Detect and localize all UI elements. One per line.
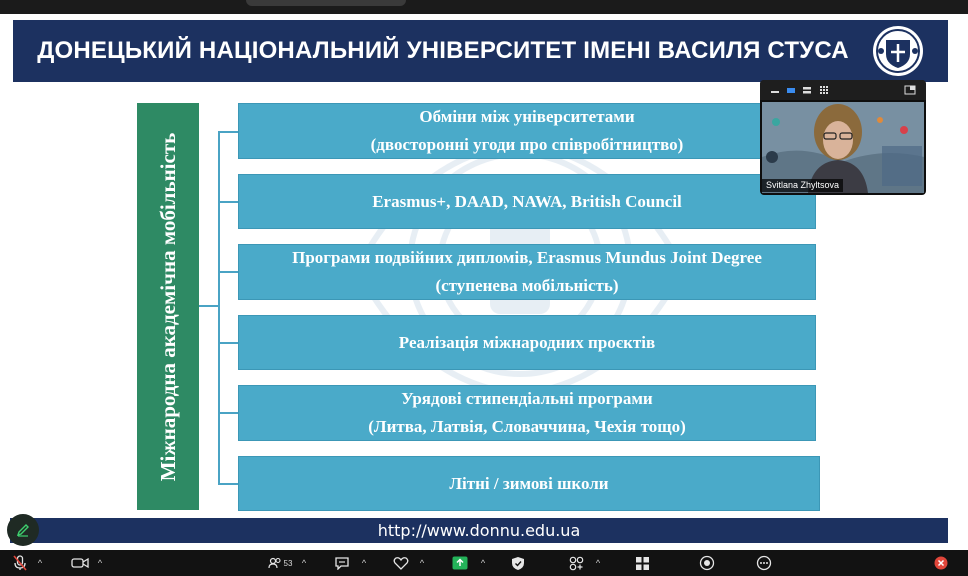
annotate-button[interactable] — [7, 514, 39, 546]
mute-button[interactable] — [10, 553, 30, 573]
mobility-item-double-degrees — [238, 244, 816, 300]
connector-branch — [218, 412, 238, 414]
connector-branch — [218, 201, 238, 203]
strip-view-icon[interactable] — [802, 85, 812, 95]
share-screen-button[interactable] — [450, 553, 470, 573]
reactions-button[interactable] — [391, 553, 411, 573]
item-line: Літні / зимові школи — [449, 473, 609, 493]
participant-name: Svitlana Zhyltsova — [762, 179, 843, 192]
vertical-category-label: Міжнародна академічна мобільність — [156, 132, 180, 481]
leave-meeting-button[interactable] — [931, 553, 951, 573]
video-options-caret[interactable]: ^ — [97, 558, 103, 568]
minimize-icon[interactable] — [770, 86, 780, 94]
more-button[interactable] — [754, 553, 774, 573]
participant-tile-toolbar — [760, 80, 926, 100]
share-controls-handle[interactable] — [246, 0, 406, 6]
participants-count: 53 — [283, 558, 293, 568]
security-button[interactable] — [508, 553, 528, 573]
meeting-toolbar — [0, 550, 968, 576]
chat-options-caret[interactable]: ^ — [361, 558, 367, 568]
share-screen-icon — [452, 556, 468, 570]
connector-branch — [218, 131, 238, 133]
mobility-item-government-scholarships — [238, 385, 816, 441]
layout-button[interactable] — [632, 553, 652, 573]
heart-icon — [393, 556, 409, 570]
item-line: (Литва, Латвія, Словаччина, Чехія тощо) — [368, 417, 686, 436]
vertical-category-box — [137, 103, 199, 510]
mobility-item-exchanges — [238, 103, 816, 159]
video-camera-icon — [71, 557, 89, 569]
more-options-icon — [756, 555, 772, 571]
item-line: (двосторонні угоди про співробітництво) — [370, 135, 684, 154]
microphone-muted-icon — [13, 555, 27, 571]
audio-options-caret[interactable]: ^ — [37, 558, 43, 568]
item-line: Програми подвійних дипломів, Erasmus Mundus Joint Degree — [292, 248, 762, 267]
item-line: Реалізація міжнародних проєктів — [398, 332, 656, 352]
item-line: (ступенева мобільність) — [435, 276, 619, 295]
connector-spine — [218, 131, 220, 484]
participants-options-caret[interactable]: ^ — [301, 558, 307, 568]
connector-branch — [218, 342, 238, 344]
item-line: Урядові стипендіальні програми — [401, 389, 653, 408]
university-logo-icon — [871, 24, 925, 78]
chat-button[interactable] — [332, 553, 352, 573]
grid-layout-icon — [635, 556, 650, 571]
connector-stem — [199, 305, 219, 307]
mobility-item-projects — [238, 315, 816, 370]
share-options-caret[interactable]: ^ — [480, 558, 486, 568]
item-line: Обміни між університетами — [419, 107, 635, 126]
footer-url-bar — [10, 518, 948, 543]
pencil-icon — [15, 522, 31, 538]
item-line: Erasmus+, DAAD, NAWA, British Council — [372, 191, 682, 211]
participant-video-tile[interactable] — [760, 80, 926, 195]
connector-branch — [218, 271, 238, 273]
shield-icon — [511, 556, 525, 571]
apps-options-caret[interactable]: ^ — [595, 558, 601, 568]
video-button[interactable] — [70, 553, 90, 573]
title-bar — [13, 20, 948, 82]
record-icon — [699, 555, 715, 571]
pop-out-icon[interactable] — [904, 85, 916, 95]
mobility-item-programs — [238, 174, 816, 229]
close-icon — [934, 556, 948, 570]
connector-branch — [218, 483, 238, 485]
apps-button[interactable] — [566, 553, 586, 573]
mobility-item-summer-winter-schools — [238, 456, 820, 511]
participants-button[interactable] — [264, 553, 296, 573]
share-top-strip — [0, 0, 968, 14]
participants-icon — [268, 557, 282, 569]
apps-icon — [569, 556, 584, 571]
footer-url: http://www.donnu.edu.ua — [377, 521, 581, 540]
reactions-options-caret[interactable]: ^ — [419, 558, 425, 568]
speaker-view-icon[interactable] — [786, 85, 796, 95]
gallery-view-icon[interactable] — [819, 85, 829, 95]
chat-bubble-icon — [334, 556, 350, 570]
slide-title: ДОНЕЦЬКИЙ НАЦІОНАЛЬНИЙ УНІВЕРСИТЕТ ІМЕНІ ВАСИЛЯ СТУСА — [37, 37, 849, 64]
record-button[interactable] — [697, 553, 717, 573]
